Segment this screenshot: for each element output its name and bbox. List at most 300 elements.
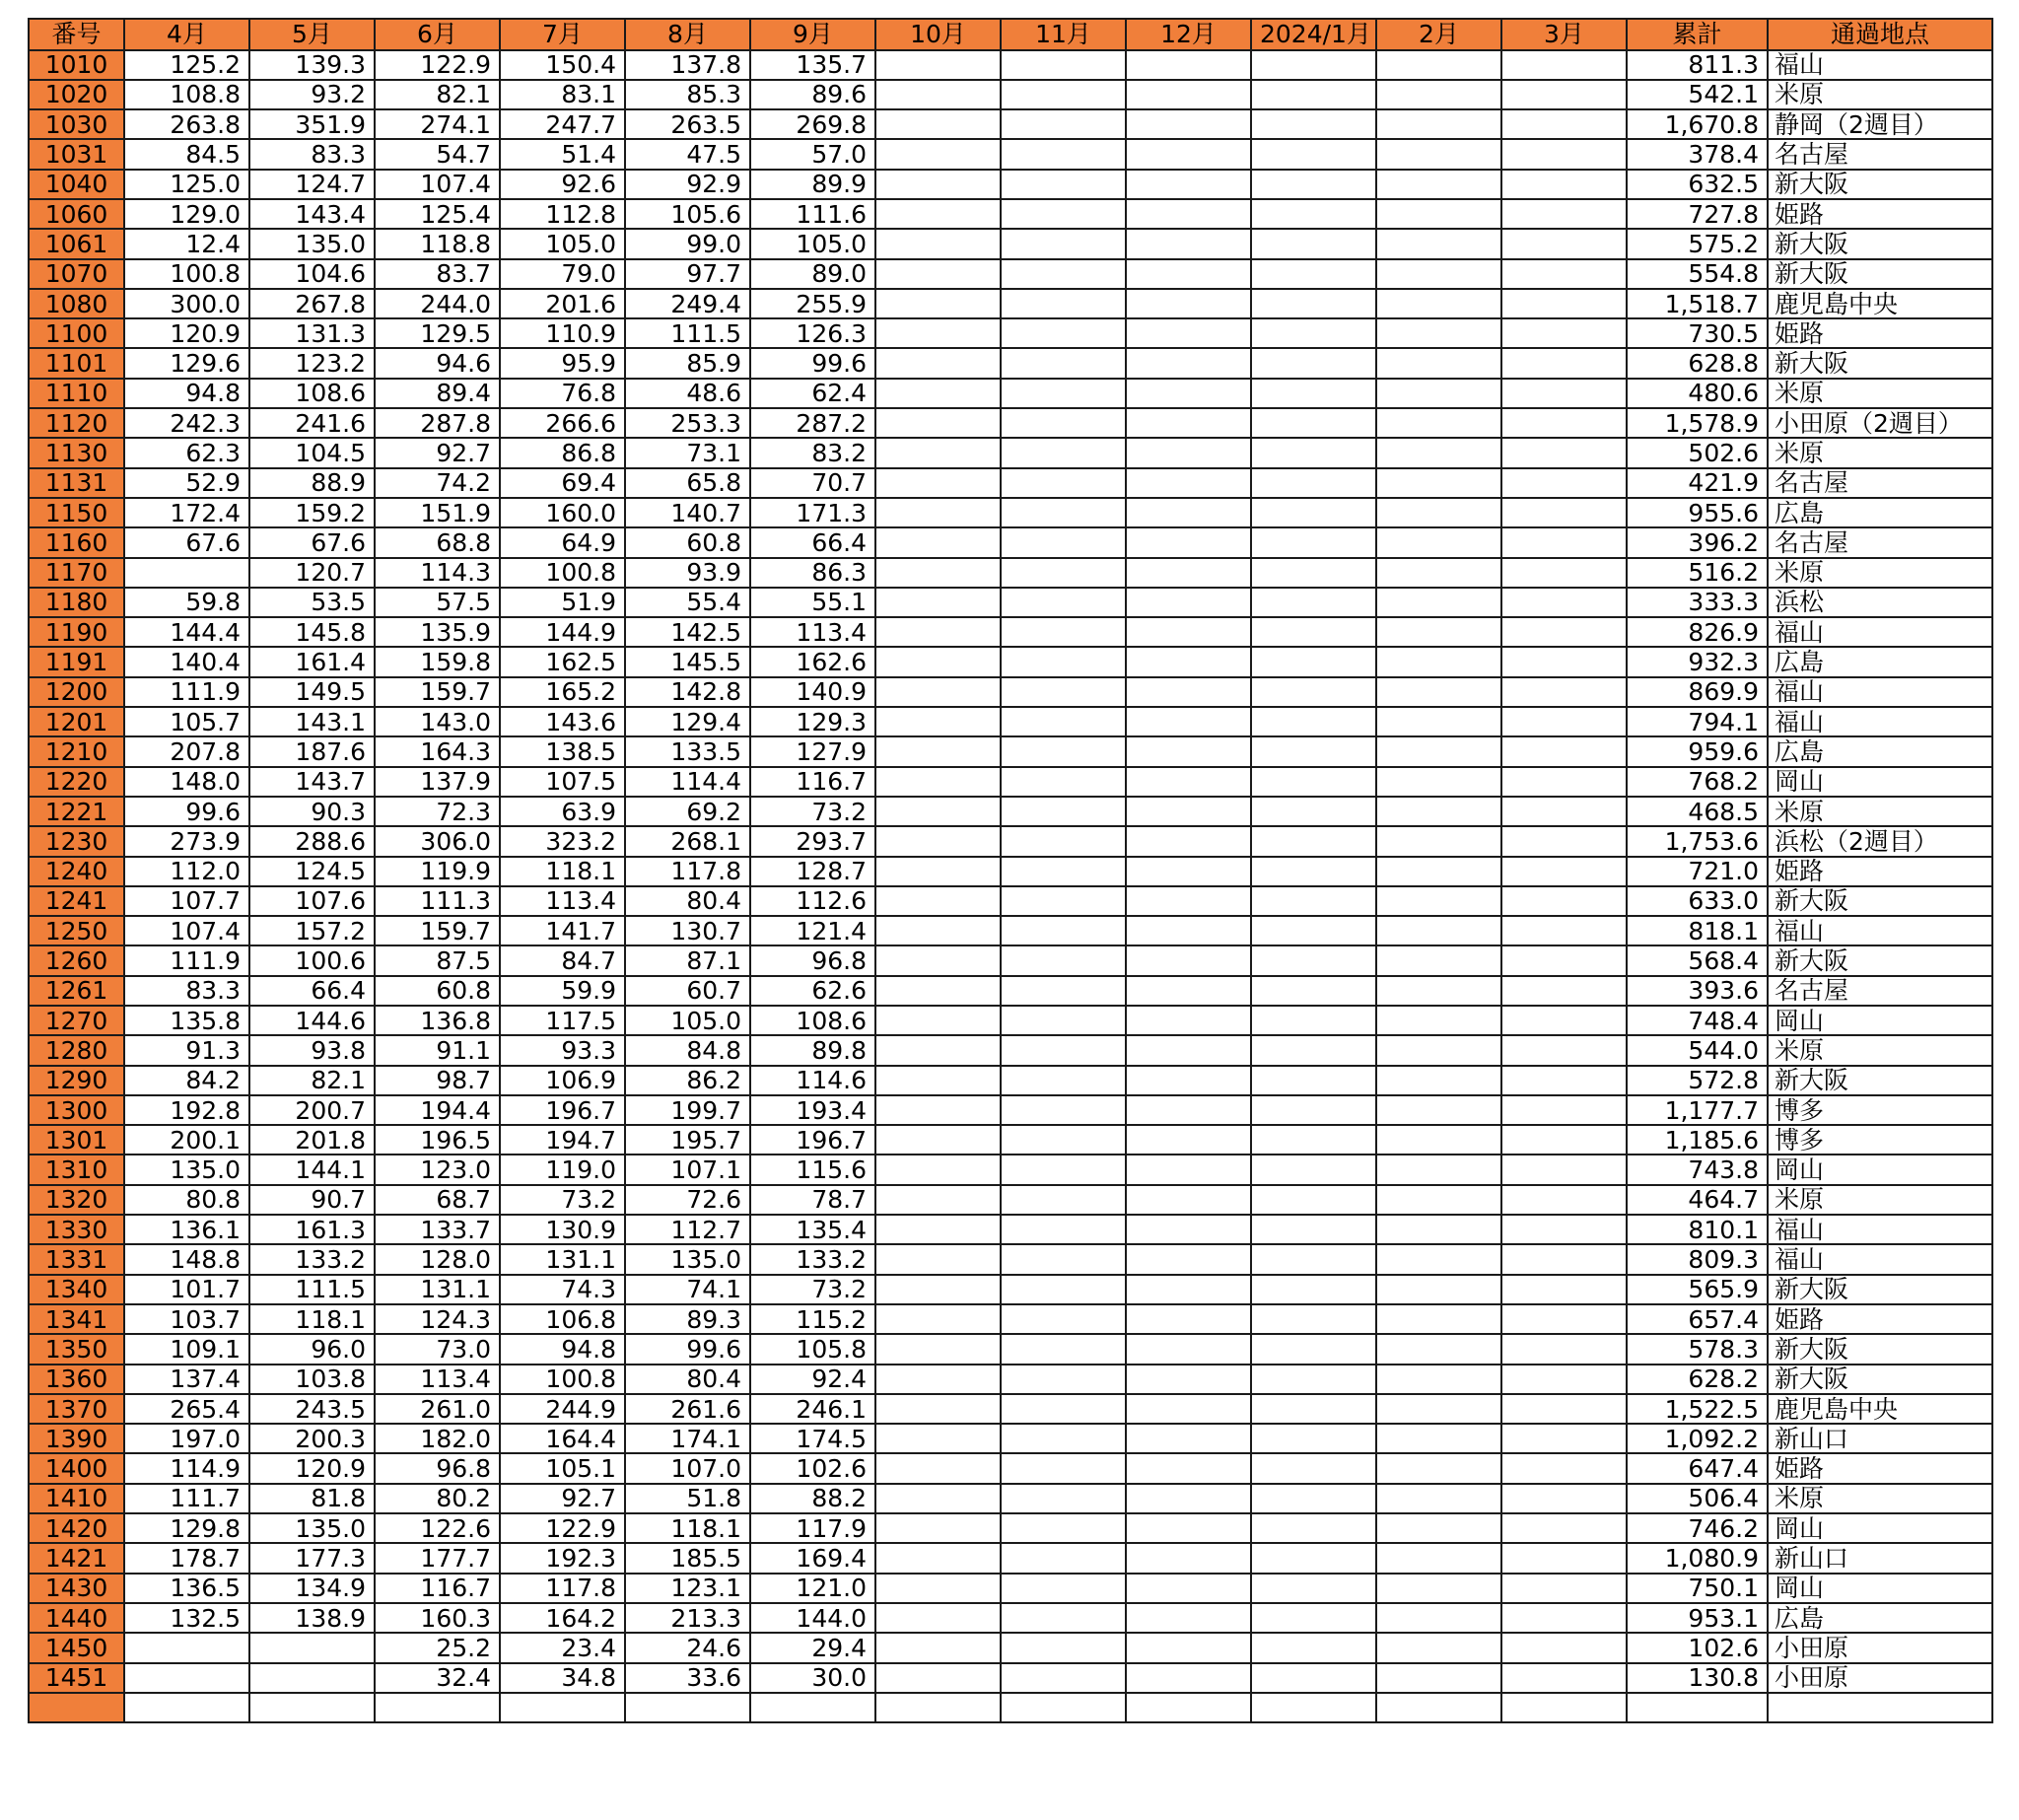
month-value-cell[interactable]: 60.8 [625,527,750,557]
column-header[interactable]: 2月 [1376,19,1501,50]
month-value-cell[interactable] [1001,767,1126,797]
month-value-cell[interactable]: 130.9 [500,1215,625,1244]
month-value-cell[interactable]: 144.9 [500,617,625,647]
row-id-cell[interactable]: 1210 [29,736,124,766]
month-value-cell[interactable]: 92.7 [500,1484,625,1513]
month-value-cell[interactable] [1376,1574,1501,1603]
month-value-cell[interactable] [1126,379,1251,408]
month-value-cell[interactable] [1376,139,1501,169]
row-id-cell[interactable]: 1410 [29,1484,124,1513]
column-header[interactable]: 7月 [500,19,625,50]
place-cell[interactable]: 新大阪 [1768,1334,1992,1364]
month-value-cell[interactable] [1501,1095,1627,1125]
row-id-cell[interactable]: 1360 [29,1365,124,1394]
month-value-cell[interactable]: 149.5 [249,677,375,707]
month-value-cell[interactable] [1001,1215,1126,1244]
month-value-cell[interactable] [1501,1035,1627,1065]
month-value-cell[interactable] [1251,1244,1376,1274]
month-value-cell[interactable] [1501,139,1627,169]
month-value-cell[interactable] [1501,976,1627,1006]
total-cell[interactable]: 565.9 [1627,1275,1768,1304]
month-value-cell[interactable] [1001,259,1126,289]
month-value-cell[interactable]: 69.2 [625,797,750,826]
month-value-cell[interactable]: 98.7 [375,1066,500,1095]
month-value-cell[interactable]: 73.0 [375,1334,500,1364]
month-value-cell[interactable] [1501,1334,1627,1364]
month-value-cell[interactable]: 148.8 [124,1244,249,1274]
month-value-cell[interactable] [1376,647,1501,676]
month-value-cell[interactable]: 125.4 [375,199,500,229]
month-value-cell[interactable]: 86.8 [500,438,625,467]
month-value-cell[interactable] [1376,289,1501,318]
month-value-cell[interactable] [1126,468,1251,498]
month-value-cell[interactable]: 133.7 [375,1215,500,1244]
row-id-cell[interactable]: 1390 [29,1424,124,1453]
month-value-cell[interactable] [1501,647,1627,676]
month-value-cell[interactable]: 128.7 [750,857,875,886]
month-value-cell[interactable]: 101.7 [124,1275,249,1304]
month-value-cell[interactable]: 111.5 [249,1275,375,1304]
month-value-cell[interactable]: 96.0 [249,1334,375,1364]
month-value-cell[interactable]: 107.0 [625,1453,750,1483]
column-header[interactable]: 累計 [1627,19,1768,50]
column-header[interactable]: 4月 [124,19,249,50]
month-value-cell[interactable] [875,379,1001,408]
month-value-cell[interactable]: 132.5 [124,1603,249,1633]
month-value-cell[interactable] [1251,199,1376,229]
month-value-cell[interactable] [1251,170,1376,199]
total-cell[interactable]: 743.8 [1627,1155,1768,1184]
month-value-cell[interactable] [1251,498,1376,527]
month-value-cell[interactable]: 165.2 [500,677,625,707]
place-cell[interactable] [1768,1693,1992,1722]
month-value-cell[interactable] [1251,229,1376,258]
month-value-cell[interactable] [1501,1453,1627,1483]
total-cell[interactable] [1627,1693,1768,1722]
month-value-cell[interactable] [1126,318,1251,348]
month-value-cell[interactable]: 161.4 [249,647,375,676]
month-value-cell[interactable] [875,259,1001,289]
month-value-cell[interactable]: 107.4 [375,170,500,199]
month-value-cell[interactable]: 65.8 [625,468,750,498]
place-cell[interactable]: 岡山 [1768,1574,1992,1603]
month-value-cell[interactable] [1001,797,1126,826]
month-value-cell[interactable] [1376,1365,1501,1394]
month-value-cell[interactable] [1126,289,1251,318]
month-value-cell[interactable]: 82.1 [375,80,500,109]
row-id-cell[interactable]: 1110 [29,379,124,408]
month-value-cell[interactable] [1501,767,1627,797]
month-value-cell[interactable]: 89.8 [750,1035,875,1065]
month-value-cell[interactable] [1251,617,1376,647]
place-cell[interactable]: 福山 [1768,617,1992,647]
month-value-cell[interactable] [1376,1484,1501,1513]
month-value-cell[interactable]: 76.8 [500,379,625,408]
month-value-cell[interactable] [1376,558,1501,588]
month-value-cell[interactable]: 267.8 [249,289,375,318]
total-cell[interactable]: 102.6 [1627,1633,1768,1662]
row-id-cell[interactable]: 1250 [29,916,124,945]
month-value-cell[interactable]: 157.2 [249,916,375,945]
month-value-cell[interactable]: 100.8 [124,259,249,289]
month-value-cell[interactable] [875,916,1001,945]
month-value-cell[interactable] [1501,1513,1627,1543]
month-value-cell[interactable]: 105.0 [625,1006,750,1035]
month-value-cell[interactable]: 107.4 [124,916,249,945]
month-value-cell[interactable]: 87.5 [375,945,500,975]
row-id-cell[interactable]: 1440 [29,1603,124,1633]
place-cell[interactable]: 米原 [1768,379,1992,408]
month-value-cell[interactable]: 80.4 [625,886,750,916]
month-value-cell[interactable] [1126,1365,1251,1394]
month-value-cell[interactable]: 64.9 [500,527,625,557]
month-value-cell[interactable] [875,1155,1001,1184]
month-value-cell[interactable] [1376,767,1501,797]
month-value-cell[interactable] [1126,199,1251,229]
month-value-cell[interactable] [1251,1006,1376,1035]
month-value-cell[interactable] [1376,1304,1501,1334]
row-id-cell[interactable]: 1130 [29,438,124,467]
place-cell[interactable]: 新大阪 [1768,170,1992,199]
month-value-cell[interactable] [124,1663,249,1693]
month-value-cell[interactable] [875,229,1001,258]
month-value-cell[interactable] [1501,289,1627,318]
month-value-cell[interactable] [1501,348,1627,378]
month-value-cell[interactable]: 195.7 [625,1125,750,1155]
month-value-cell[interactable] [875,527,1001,557]
month-value-cell[interactable] [1251,1185,1376,1215]
month-value-cell[interactable]: 78.7 [750,1185,875,1215]
month-value-cell[interactable] [750,1693,875,1722]
month-value-cell[interactable] [875,1125,1001,1155]
total-cell[interactable]: 502.6 [1627,438,1768,467]
month-value-cell[interactable]: 66.4 [750,527,875,557]
month-value-cell[interactable]: 72.6 [625,1185,750,1215]
month-value-cell[interactable] [1001,408,1126,438]
month-value-cell[interactable]: 80.4 [625,1365,750,1394]
month-value-cell[interactable]: 263.8 [124,109,249,139]
month-value-cell[interactable]: 93.2 [249,80,375,109]
month-value-cell[interactable] [249,1693,375,1722]
month-value-cell[interactable] [875,588,1001,617]
month-value-cell[interactable] [875,826,1001,856]
month-value-cell[interactable]: 287.8 [375,408,500,438]
month-value-cell[interactable] [1126,139,1251,169]
month-value-cell[interactable] [1126,1185,1251,1215]
total-cell[interactable]: 632.5 [1627,170,1768,199]
month-value-cell[interactable]: 148.0 [124,767,249,797]
place-cell[interactable]: 福山 [1768,916,1992,945]
month-value-cell[interactable] [1001,50,1126,80]
month-value-cell[interactable] [1251,1633,1376,1662]
month-value-cell[interactable]: 196.7 [500,1095,625,1125]
month-value-cell[interactable]: 174.1 [625,1424,750,1453]
column-header[interactable]: 8月 [625,19,750,50]
month-value-cell[interactable] [1501,1603,1627,1633]
month-value-cell[interactable]: 80.8 [124,1185,249,1215]
month-value-cell[interactable] [1376,886,1501,916]
month-value-cell[interactable] [1251,50,1376,80]
month-value-cell[interactable] [1001,1603,1126,1633]
month-value-cell[interactable] [1376,1006,1501,1035]
month-value-cell[interactable] [1126,857,1251,886]
total-cell[interactable]: 1,670.8 [1627,109,1768,139]
month-value-cell[interactable] [1001,1574,1126,1603]
month-value-cell[interactable] [875,1185,1001,1215]
month-value-cell[interactable] [1126,1603,1251,1633]
place-cell[interactable]: 博多 [1768,1125,1992,1155]
month-value-cell[interactable] [1376,677,1501,707]
total-cell[interactable]: 647.4 [1627,1453,1768,1483]
month-value-cell[interactable] [875,1574,1001,1603]
month-value-cell[interactable] [875,886,1001,916]
place-cell[interactable]: 姫路 [1768,199,1992,229]
month-value-cell[interactable]: 127.9 [750,736,875,766]
row-id-cell[interactable]: 1190 [29,617,124,647]
place-cell[interactable]: 米原 [1768,1035,1992,1065]
month-value-cell[interactable]: 150.4 [500,50,625,80]
month-value-cell[interactable]: 293.7 [750,826,875,856]
month-value-cell[interactable]: 96.8 [750,945,875,975]
month-value-cell[interactable] [1501,1693,1627,1722]
row-id-cell[interactable]: 1101 [29,348,124,378]
month-value-cell[interactable]: 84.2 [124,1066,249,1095]
month-value-cell[interactable]: 53.5 [249,588,375,617]
month-value-cell[interactable] [875,1334,1001,1364]
month-value-cell[interactable]: 83.2 [750,438,875,467]
month-value-cell[interactable] [1126,80,1251,109]
month-value-cell[interactable] [875,1215,1001,1244]
month-value-cell[interactable] [1501,1574,1627,1603]
month-value-cell[interactable]: 60.7 [625,976,750,1006]
row-id-cell[interactable]: 1451 [29,1663,124,1693]
place-cell[interactable]: 福山 [1768,1215,1992,1244]
month-value-cell[interactable]: 84.5 [124,139,249,169]
month-value-cell[interactable] [1001,289,1126,318]
month-value-cell[interactable]: 100.8 [500,558,625,588]
month-value-cell[interactable]: 135.9 [375,617,500,647]
total-cell[interactable]: 554.8 [1627,259,1768,289]
month-value-cell[interactable] [1001,1185,1126,1215]
place-cell[interactable]: 浜松（2週目） [1768,826,1992,856]
month-value-cell[interactable]: 160.3 [375,1603,500,1633]
month-value-cell[interactable]: 143.4 [249,199,375,229]
place-cell[interactable]: 新山口 [1768,1543,1992,1573]
place-cell[interactable]: 米原 [1768,438,1992,467]
month-value-cell[interactable]: 89.0 [750,259,875,289]
month-value-cell[interactable]: 164.2 [500,1603,625,1633]
total-cell[interactable]: 810.1 [1627,1215,1768,1244]
column-header[interactable]: 2024/1月 [1251,19,1376,50]
place-cell[interactable]: 小田原（2週目） [1768,408,1992,438]
row-id-cell[interactable]: 1180 [29,588,124,617]
month-value-cell[interactable]: 108.8 [124,80,249,109]
total-cell[interactable]: 542.1 [1627,80,1768,109]
month-value-cell[interactable] [1126,617,1251,647]
month-value-cell[interactable]: 261.6 [625,1394,750,1424]
row-id-cell[interactable]: 1061 [29,229,124,258]
row-id-cell[interactable]: 1341 [29,1304,124,1334]
month-value-cell[interactable] [1001,1006,1126,1035]
month-value-cell[interactable]: 142.5 [625,617,750,647]
month-value-cell[interactable]: 159.7 [375,916,500,945]
month-value-cell[interactable] [1001,139,1126,169]
month-value-cell[interactable] [1126,348,1251,378]
month-value-cell[interactable] [1376,498,1501,527]
total-cell[interactable]: 568.4 [1627,945,1768,975]
month-value-cell[interactable] [1376,1125,1501,1155]
month-value-cell[interactable]: 144.6 [249,1006,375,1035]
month-value-cell[interactable]: 113.4 [750,617,875,647]
month-value-cell[interactable] [875,707,1001,736]
month-value-cell[interactable] [1376,945,1501,975]
month-value-cell[interactable]: 51.4 [500,139,625,169]
month-value-cell[interactable]: 30.0 [750,1663,875,1693]
month-value-cell[interactable]: 159.8 [375,647,500,676]
month-value-cell[interactable] [1501,1394,1627,1424]
column-header[interactable]: 通過地点 [1768,19,1992,50]
month-value-cell[interactable]: 62.6 [750,976,875,1006]
month-value-cell[interactable] [1126,259,1251,289]
month-value-cell[interactable] [875,1693,1001,1722]
place-cell[interactable]: 小田原 [1768,1663,1992,1693]
month-value-cell[interactable] [1501,588,1627,617]
month-value-cell[interactable] [1501,1633,1627,1662]
month-value-cell[interactable] [1126,1215,1251,1244]
place-cell[interactable]: 新大阪 [1768,1066,1992,1095]
month-value-cell[interactable]: 133.2 [249,1244,375,1274]
month-value-cell[interactable] [1126,1424,1251,1453]
month-value-cell[interactable] [1126,1574,1251,1603]
month-value-cell[interactable]: 62.3 [124,438,249,467]
month-value-cell[interactable]: 73.1 [625,438,750,467]
place-cell[interactable]: 岡山 [1768,1513,1992,1543]
month-value-cell[interactable] [1376,1275,1501,1304]
month-value-cell[interactable]: 129.6 [124,348,249,378]
month-value-cell[interactable] [1501,945,1627,975]
month-value-cell[interactable] [1376,229,1501,258]
month-value-cell[interactable]: 122.9 [500,1513,625,1543]
month-value-cell[interactable] [875,1633,1001,1662]
month-value-cell[interactable]: 70.7 [750,468,875,498]
month-value-cell[interactable]: 122.6 [375,1513,500,1543]
month-value-cell[interactable]: 247.7 [500,109,625,139]
month-value-cell[interactable] [1251,109,1376,139]
month-value-cell[interactable] [1376,1155,1501,1184]
month-value-cell[interactable]: 34.8 [500,1663,625,1693]
month-value-cell[interactable]: 130.7 [625,916,750,945]
row-id-cell[interactable]: 1370 [29,1394,124,1424]
month-value-cell[interactable] [1501,797,1627,826]
month-value-cell[interactable]: 113.4 [375,1365,500,1394]
row-id-cell[interactable]: 1220 [29,767,124,797]
month-value-cell[interactable]: 117.9 [750,1513,875,1543]
row-id-cell[interactable]: 1191 [29,647,124,676]
month-value-cell[interactable]: 25.2 [375,1633,500,1662]
total-cell[interactable]: 768.2 [1627,767,1768,797]
month-value-cell[interactable] [1001,826,1126,856]
month-value-cell[interactable]: 91.3 [124,1035,249,1065]
month-value-cell[interactable]: 194.7 [500,1125,625,1155]
month-value-cell[interactable]: 60.8 [375,976,500,1006]
month-value-cell[interactable]: 300.0 [124,289,249,318]
month-value-cell[interactable] [1126,767,1251,797]
month-value-cell[interactable]: 255.9 [750,289,875,318]
month-value-cell[interactable]: 323.2 [500,826,625,856]
row-id-cell[interactable] [29,1693,124,1722]
month-value-cell[interactable] [1251,736,1376,766]
month-value-cell[interactable]: 115.2 [750,1304,875,1334]
month-value-cell[interactable]: 135.0 [249,1513,375,1543]
month-value-cell[interactable] [1126,1244,1251,1274]
month-value-cell[interactable] [1251,438,1376,467]
month-value-cell[interactable] [1126,229,1251,258]
total-cell[interactable]: 130.8 [1627,1663,1768,1693]
month-value-cell[interactable] [1251,289,1376,318]
row-id-cell[interactable]: 1080 [29,289,124,318]
month-value-cell[interactable]: 105.0 [500,229,625,258]
month-value-cell[interactable] [875,438,1001,467]
month-value-cell[interactable]: 111.7 [124,1484,249,1513]
month-value-cell[interactable]: 119.9 [375,857,500,886]
month-value-cell[interactable] [1376,1215,1501,1244]
place-cell[interactable]: 岡山 [1768,1155,1992,1184]
month-value-cell[interactable]: 249.4 [625,289,750,318]
row-id-cell[interactable]: 1120 [29,408,124,438]
month-value-cell[interactable] [875,1663,1001,1693]
month-value-cell[interactable]: 274.1 [375,109,500,139]
month-value-cell[interactable]: 192.8 [124,1095,249,1125]
month-value-cell[interactable]: 139.3 [249,50,375,80]
row-id-cell[interactable]: 1031 [29,139,124,169]
month-value-cell[interactable]: 200.3 [249,1424,375,1453]
month-value-cell[interactable]: 85.3 [625,80,750,109]
month-value-cell[interactable] [1251,1304,1376,1334]
month-value-cell[interactable] [1251,558,1376,588]
month-value-cell[interactable]: 116.7 [375,1574,500,1603]
month-value-cell[interactable] [1251,1275,1376,1304]
place-cell[interactable]: 博多 [1768,1095,1992,1125]
month-value-cell[interactable] [1126,170,1251,199]
month-value-cell[interactable] [1251,1365,1376,1394]
place-cell[interactable]: 福山 [1768,1244,1992,1274]
month-value-cell[interactable] [875,1513,1001,1543]
month-value-cell[interactable] [1376,588,1501,617]
month-value-cell[interactable] [1001,1334,1126,1364]
month-value-cell[interactable] [1501,1275,1627,1304]
month-value-cell[interactable] [1001,916,1126,945]
row-id-cell[interactable]: 1100 [29,318,124,348]
month-value-cell[interactable] [1126,1006,1251,1035]
row-id-cell[interactable]: 1230 [29,826,124,856]
month-value-cell[interactable] [1001,1453,1126,1483]
month-value-cell[interactable] [1251,1663,1376,1693]
month-value-cell[interactable]: 253.3 [625,408,750,438]
month-value-cell[interactable]: 266.6 [500,408,625,438]
place-cell[interactable]: 小田原 [1768,1633,1992,1662]
column-header[interactable]: 5月 [249,19,375,50]
month-value-cell[interactable]: 32.4 [375,1663,500,1693]
month-value-cell[interactable] [1001,109,1126,139]
total-cell[interactable]: 869.9 [1627,677,1768,707]
month-value-cell[interactable]: 120.9 [124,318,249,348]
month-value-cell[interactable]: 141.7 [500,916,625,945]
month-value-cell[interactable] [875,1424,1001,1453]
month-value-cell[interactable] [1376,797,1501,826]
month-value-cell[interactable] [1126,588,1251,617]
month-value-cell[interactable]: 105.7 [124,707,249,736]
month-value-cell[interactable] [875,767,1001,797]
